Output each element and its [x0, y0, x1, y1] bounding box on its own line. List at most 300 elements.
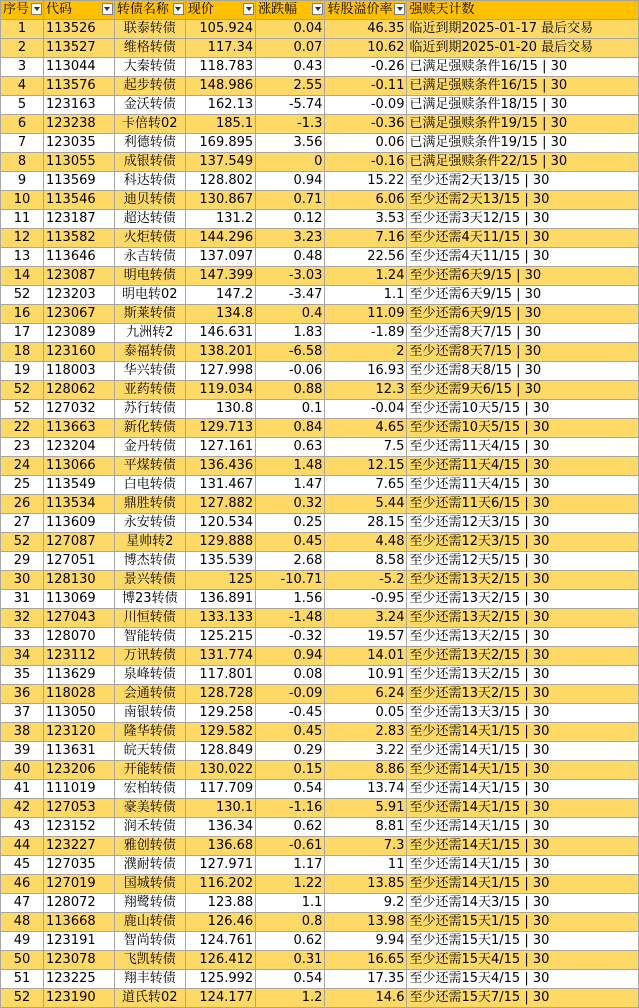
cell-index[interactable]: 37: [1, 704, 44, 723]
cell-index[interactable]: 42: [1, 799, 44, 818]
cell-index[interactable]: 3: [1, 58, 44, 77]
cell-price[interactable]: 130.867: [185, 191, 255, 210]
cell-code[interactable]: 113527: [44, 39, 115, 58]
cell-redemption-count[interactable]: 至少还需14天1/15 | 30: [407, 742, 639, 761]
cell-bond-name[interactable]: 鹿山转债: [114, 913, 185, 932]
cell-redemption-count[interactable]: 至少还需11天4/15 | 30: [407, 476, 639, 495]
cell-change[interactable]: -6.58: [256, 343, 325, 362]
cell-index[interactable]: 29: [1, 552, 44, 571]
cell-change[interactable]: 0.48: [256, 248, 325, 267]
cell-redemption-count[interactable]: 临近到期2025-01-17 最后交易: [407, 20, 639, 39]
cell-premium[interactable]: 5.91: [325, 799, 407, 818]
cell-redemption-count[interactable]: 至少还需11天4/15 | 30: [407, 457, 639, 476]
cell-redemption-count[interactable]: 至少还需14天1/15 | 30: [407, 761, 639, 780]
cell-code[interactable]: 118003: [44, 362, 115, 381]
cell-code[interactable]: 113069: [44, 590, 115, 609]
cell-price[interactable]: 116.202: [185, 875, 255, 894]
cell-change[interactable]: 0.32: [256, 495, 325, 514]
cell-redemption-count[interactable]: 至少还需13天2/15 | 30: [407, 609, 639, 628]
cell-price[interactable]: 134.8: [185, 305, 255, 324]
cell-change[interactable]: 1.22: [256, 875, 325, 894]
cell-bond-name[interactable]: 联泰转债: [114, 20, 185, 39]
cell-code[interactable]: 113534: [44, 495, 115, 514]
cell-price[interactable]: 147.2: [185, 286, 255, 305]
cell-premium[interactable]: 3.53: [325, 210, 407, 229]
cell-change[interactable]: 1.47: [256, 476, 325, 495]
cell-premium[interactable]: 12.3: [325, 381, 407, 400]
cell-bond-name[interactable]: 飞凯转债: [114, 951, 185, 970]
cell-premium[interactable]: 13.98: [325, 913, 407, 932]
cell-change[interactable]: 0.94: [256, 172, 325, 191]
cell-price[interactable]: 127.161: [185, 438, 255, 457]
cell-change[interactable]: 1.56: [256, 590, 325, 609]
cell-premium[interactable]: 9.2: [325, 894, 407, 913]
cell-redemption-count[interactable]: 至少还需2天13/15 | 30: [407, 191, 639, 210]
cell-code[interactable]: 127019: [44, 875, 115, 894]
cell-redemption-count[interactable]: 至少还需14天1/15 | 30: [407, 875, 639, 894]
cell-change[interactable]: 0.08: [256, 666, 325, 685]
cell-price[interactable]: 135.539: [185, 552, 255, 571]
cell-index[interactable]: 18: [1, 343, 44, 362]
cell-redemption-count[interactable]: 已满足强赎条件19/15 | 30: [407, 134, 639, 153]
cell-code[interactable]: 123067: [44, 305, 115, 324]
cell-change[interactable]: 0.84: [256, 419, 325, 438]
filter-dropdown-icon[interactable]: [243, 3, 254, 15]
cell-bond-name[interactable]: 亚药转债: [114, 381, 185, 400]
cell-price[interactable]: 125.992: [185, 970, 255, 989]
cell-price[interactable]: 131.774: [185, 647, 255, 666]
cell-bond-name[interactable]: 星帅转2: [114, 533, 185, 552]
cell-redemption-count[interactable]: 至少还需14天1/15 | 30: [407, 780, 639, 799]
cell-change[interactable]: 0.15: [256, 761, 325, 780]
cell-change[interactable]: -5.74: [256, 96, 325, 115]
cell-redemption-count[interactable]: 至少还需13天2/15 | 30: [407, 628, 639, 647]
cell-redemption-count[interactable]: 至少还需10天5/15 | 30: [407, 419, 639, 438]
cell-redemption-count[interactable]: 临近到期2025-01-20 最后交易: [407, 39, 639, 58]
cell-index[interactable]: 12: [1, 229, 44, 248]
cell-bond-name[interactable]: 皖天转债: [114, 742, 185, 761]
cell-change[interactable]: -1.3: [256, 115, 325, 134]
cell-price[interactable]: 129.713: [185, 419, 255, 438]
cell-price[interactable]: 146.631: [185, 324, 255, 343]
cell-code[interactable]: 123078: [44, 951, 115, 970]
cell-index[interactable]: 27: [1, 514, 44, 533]
cell-redemption-count[interactable]: 至少还需12天3/15 | 30: [407, 514, 639, 533]
cell-bond-name[interactable]: 永吉转债: [114, 248, 185, 267]
cell-bond-name[interactable]: 科达转债: [114, 172, 185, 191]
cell-price[interactable]: 130.1: [185, 799, 255, 818]
cell-premium[interactable]: -1.89: [325, 324, 407, 343]
cell-price[interactable]: 148.986: [185, 77, 255, 96]
cell-code[interactable]: 113569: [44, 172, 115, 191]
cell-change[interactable]: 1.2: [256, 989, 325, 1008]
cell-index[interactable]: 10: [1, 191, 44, 210]
cell-premium[interactable]: -0.36: [325, 115, 407, 134]
cell-code[interactable]: 123112: [44, 647, 115, 666]
cell-price[interactable]: 127.971: [185, 856, 255, 875]
cell-premium[interactable]: 7.65: [325, 476, 407, 495]
cell-bond-name[interactable]: 九洲转2: [114, 324, 185, 343]
cell-change[interactable]: 0.62: [256, 818, 325, 837]
cell-redemption-count[interactable]: 至少还需14天1/15 | 30: [407, 837, 639, 856]
cell-code[interactable]: 123163: [44, 96, 115, 115]
cell-change[interactable]: 0.4: [256, 305, 325, 324]
cell-change[interactable]: 1.83: [256, 324, 325, 343]
cell-code[interactable]: 123203: [44, 286, 115, 305]
cell-index[interactable]: 43: [1, 818, 44, 837]
cell-bond-name[interactable]: 万讯转债: [114, 647, 185, 666]
cell-redemption-count[interactable]: 至少还需13天2/15 | 30: [407, 647, 639, 666]
cell-change[interactable]: -3.03: [256, 267, 325, 286]
cell-index[interactable]: 35: [1, 666, 44, 685]
cell-index[interactable]: 52: [1, 286, 44, 305]
cell-code[interactable]: 127035: [44, 856, 115, 875]
cell-premium[interactable]: 4.48: [325, 533, 407, 552]
cell-price[interactable]: 136.34: [185, 818, 255, 837]
cell-price[interactable]: 162.13: [185, 96, 255, 115]
cell-redemption-count[interactable]: 已满足强赎条件16/15 | 30: [407, 58, 639, 77]
cell-premium[interactable]: 7.16: [325, 229, 407, 248]
cell-redemption-count[interactable]: 至少还需8天7/15 | 30: [407, 343, 639, 362]
cell-change[interactable]: 0: [256, 153, 325, 172]
cell-redemption-count[interactable]: 至少还需14天3/15 | 30: [407, 894, 639, 913]
cell-premium[interactable]: -0.16: [325, 153, 407, 172]
cell-premium[interactable]: 8.58: [325, 552, 407, 571]
cell-premium[interactable]: 13.74: [325, 780, 407, 799]
cell-price[interactable]: 123.88: [185, 894, 255, 913]
cell-bond-name[interactable]: 明电转债: [114, 267, 185, 286]
cell-price[interactable]: 136.436: [185, 457, 255, 476]
cell-code[interactable]: 118028: [44, 685, 115, 704]
cell-code[interactable]: 128070: [44, 628, 115, 647]
cell-index[interactable]: 2: [1, 39, 44, 58]
cell-price[interactable]: 126.412: [185, 951, 255, 970]
cell-bond-name[interactable]: 博23转债: [114, 590, 185, 609]
cell-redemption-count[interactable]: 至少还需15天4/15 | 30: [407, 951, 639, 970]
cell-price[interactable]: 124.761: [185, 932, 255, 951]
cell-code[interactable]: 127043: [44, 609, 115, 628]
cell-redemption-count[interactable]: 至少还需13天2/15 | 30: [407, 590, 639, 609]
cell-price[interactable]: 127.882: [185, 495, 255, 514]
cell-change[interactable]: 0.25: [256, 514, 325, 533]
cell-bond-name[interactable]: 金沃转债: [114, 96, 185, 115]
cell-change[interactable]: -3.47: [256, 286, 325, 305]
cell-premium[interactable]: -0.95: [325, 590, 407, 609]
cell-index[interactable]: 52: [1, 381, 44, 400]
cell-bond-name[interactable]: 维格转债: [114, 39, 185, 58]
cell-premium[interactable]: 3.22: [325, 742, 407, 761]
cell-price[interactable]: 120.534: [185, 514, 255, 533]
cell-redemption-count[interactable]: 至少还需6天9/15 | 30: [407, 305, 639, 324]
cell-change[interactable]: 3.23: [256, 229, 325, 248]
filter-dropdown-icon[interactable]: [31, 3, 42, 15]
cell-premium[interactable]: 22.56: [325, 248, 407, 267]
cell-code[interactable]: 113044: [44, 58, 115, 77]
cell-code[interactable]: 123160: [44, 343, 115, 362]
cell-price[interactable]: 133.133: [185, 609, 255, 628]
cell-redemption-count[interactable]: 至少还需6天9/15 | 30: [407, 267, 639, 286]
cell-price[interactable]: 117.34: [185, 39, 255, 58]
cell-redemption-count[interactable]: 至少还需4天11/15 | 30: [407, 229, 639, 248]
cell-price[interactable]: 130.8: [185, 400, 255, 419]
cell-premium[interactable]: 28.15: [325, 514, 407, 533]
cell-price[interactable]: 185.1: [185, 115, 255, 134]
cell-change[interactable]: -0.32: [256, 628, 325, 647]
cell-code[interactable]: 123238: [44, 115, 115, 134]
cell-bond-name[interactable]: 火炬转债: [114, 229, 185, 248]
cell-index[interactable]: 6: [1, 115, 44, 134]
cell-change[interactable]: 0.45: [256, 723, 325, 742]
cell-premium[interactable]: 8.86: [325, 761, 407, 780]
cell-redemption-count[interactable]: 至少还需13天3/15 | 30: [407, 704, 639, 723]
cell-price[interactable]: 125.215: [185, 628, 255, 647]
cell-price[interactable]: 126.46: [185, 913, 255, 932]
cell-premium[interactable]: 6.24: [325, 685, 407, 704]
cell-redemption-count[interactable]: 至少还需14天1/15 | 30: [407, 856, 639, 875]
cell-change[interactable]: 0.12: [256, 210, 325, 229]
cell-redemption-count[interactable]: 至少还需15天1/15 | 30: [407, 932, 639, 951]
cell-price[interactable]: 136.891: [185, 590, 255, 609]
filter-dropdown-icon[interactable]: [102, 3, 113, 15]
cell-redemption-count[interactable]: 至少还需6天9/15 | 30: [407, 286, 639, 305]
cell-redemption-count[interactable]: 至少还需12天3/15 | 30: [407, 533, 639, 552]
cell-index[interactable]: 24: [1, 457, 44, 476]
cell-redemption-count[interactable]: 至少还需12天5/15 | 30: [407, 552, 639, 571]
cell-code[interactable]: 127051: [44, 552, 115, 571]
cell-code[interactable]: 123187: [44, 210, 115, 229]
cell-bond-name[interactable]: 华兴转债: [114, 362, 185, 381]
cell-index[interactable]: 48: [1, 913, 44, 932]
cell-bond-name[interactable]: 卡倍转02: [114, 115, 185, 134]
cell-bond-name[interactable]: 大秦转债: [114, 58, 185, 77]
cell-change[interactable]: 0.31: [256, 951, 325, 970]
cell-change[interactable]: -10.71: [256, 571, 325, 590]
cell-price[interactable]: 105.924: [185, 20, 255, 39]
cell-bond-name[interactable]: 智尚转债: [114, 932, 185, 951]
cell-premium[interactable]: 6.06: [325, 191, 407, 210]
cell-redemption-count[interactable]: 至少还需2天13/15 | 30: [407, 172, 639, 191]
filter-dropdown-icon[interactable]: [394, 3, 405, 15]
cell-premium[interactable]: 14.01: [325, 647, 407, 666]
cell-redemption-count[interactable]: 至少还需8天8/15 | 30: [407, 362, 639, 381]
cell-code[interactable]: 113663: [44, 419, 115, 438]
cell-bond-name[interactable]: 鼎胜转债: [114, 495, 185, 514]
cell-index[interactable]: 23: [1, 438, 44, 457]
cell-redemption-count[interactable]: 至少还需9天6/15 | 30: [407, 381, 639, 400]
cell-code[interactable]: 113609: [44, 514, 115, 533]
cell-premium[interactable]: 2.83: [325, 723, 407, 742]
cell-redemption-count[interactable]: 至少还需10天5/15 | 30: [407, 400, 639, 419]
cell-premium[interactable]: 17.35: [325, 970, 407, 989]
cell-premium[interactable]: 1.24: [325, 267, 407, 286]
cell-bond-name[interactable]: 国城转债: [114, 875, 185, 894]
cell-code[interactable]: 123087: [44, 267, 115, 286]
cell-bond-name[interactable]: 雅创转债: [114, 837, 185, 856]
cell-change[interactable]: 1.17: [256, 856, 325, 875]
cell-change[interactable]: 0.07: [256, 39, 325, 58]
cell-bond-name[interactable]: 泉峰转债: [114, 666, 185, 685]
cell-index[interactable]: 19: [1, 362, 44, 381]
cell-price[interactable]: 131.2: [185, 210, 255, 229]
cell-premium[interactable]: 19.57: [325, 628, 407, 647]
cell-change[interactable]: -1.48: [256, 609, 325, 628]
cell-redemption-count[interactable]: 至少还需4天11/15 | 30: [407, 248, 639, 267]
cell-code[interactable]: 127087: [44, 533, 115, 552]
cell-code[interactable]: 113646: [44, 248, 115, 267]
cell-code[interactable]: 111019: [44, 780, 115, 799]
cell-code[interactable]: 128062: [44, 381, 115, 400]
cell-price[interactable]: 128.728: [185, 685, 255, 704]
cell-code[interactable]: 113668: [44, 913, 115, 932]
cell-change[interactable]: 0.94: [256, 647, 325, 666]
cell-code[interactable]: 123227: [44, 837, 115, 856]
cell-redemption-count[interactable]: 至少还需8天7/15 | 30: [407, 324, 639, 343]
cell-code[interactable]: 113526: [44, 20, 115, 39]
cell-bond-name[interactable]: 利德转债: [114, 134, 185, 153]
cell-index[interactable]: 16: [1, 305, 44, 324]
cell-bond-name[interactable]: 斯莱转债: [114, 305, 185, 324]
cell-change[interactable]: 1.1: [256, 894, 325, 913]
cell-bond-name[interactable]: 豪美转债: [114, 799, 185, 818]
cell-bond-name[interactable]: 永安转债: [114, 514, 185, 533]
cell-code[interactable]: 128072: [44, 894, 115, 913]
cell-redemption-count[interactable]: 至少还需13天2/15 | 30: [407, 666, 639, 685]
cell-bond-name[interactable]: 迪贝转债: [114, 191, 185, 210]
cell-premium[interactable]: 4.65: [325, 419, 407, 438]
cell-change[interactable]: 2.68: [256, 552, 325, 571]
cell-change[interactable]: -1.16: [256, 799, 325, 818]
cell-change[interactable]: 0.88: [256, 381, 325, 400]
cell-redemption-count[interactable]: 至少还需14天1/15 | 30: [407, 723, 639, 742]
cell-redemption-count[interactable]: 至少还需3天12/15 | 30: [407, 210, 639, 229]
cell-code[interactable]: 123206: [44, 761, 115, 780]
cell-price[interactable]: 138.201: [185, 343, 255, 362]
cell-premium[interactable]: 15.22: [325, 172, 407, 191]
cell-index[interactable]: 11: [1, 210, 44, 229]
cell-redemption-count[interactable]: 至少还需11天6/15 | 30: [407, 495, 639, 514]
cell-redemption-count[interactable]: 已满足强赎条件16/15 | 30: [407, 77, 639, 96]
cell-bond-name[interactable]: 翔丰转债: [114, 970, 185, 989]
cell-bond-name[interactable]: 翔鹭转债: [114, 894, 185, 913]
cell-redemption-count[interactable]: 已满足强赎条件18/15 | 30: [407, 96, 639, 115]
cell-premium[interactable]: -0.04: [325, 400, 407, 419]
cell-index[interactable]: 7: [1, 134, 44, 153]
cell-price[interactable]: 136.68: [185, 837, 255, 856]
cell-code[interactable]: 113576: [44, 77, 115, 96]
cell-bond-name[interactable]: 超达转债: [114, 210, 185, 229]
cell-code[interactable]: 127032: [44, 400, 115, 419]
cell-bond-name[interactable]: 平煤转债: [114, 457, 185, 476]
cell-change[interactable]: 0.8: [256, 913, 325, 932]
cell-premium[interactable]: -0.26: [325, 58, 407, 77]
cell-price[interactable]: 118.783: [185, 58, 255, 77]
cell-code[interactable]: 113549: [44, 476, 115, 495]
cell-index[interactable]: 33: [1, 628, 44, 647]
cell-price[interactable]: 128.849: [185, 742, 255, 761]
cell-change[interactable]: 0.63: [256, 438, 325, 457]
cell-code[interactable]: 123191: [44, 932, 115, 951]
cell-bond-name[interactable]: 川恒转债: [114, 609, 185, 628]
cell-price[interactable]: 117.801: [185, 666, 255, 685]
cell-bond-name[interactable]: 隆华转债: [114, 723, 185, 742]
cell-price[interactable]: 128.802: [185, 172, 255, 191]
cell-code[interactable]: 123225: [44, 970, 115, 989]
cell-premium[interactable]: 9.94: [325, 932, 407, 951]
cell-index[interactable]: 14: [1, 267, 44, 286]
cell-premium[interactable]: 8.81: [325, 818, 407, 837]
cell-index[interactable]: 46: [1, 875, 44, 894]
cell-bond-name[interactable]: 苏行转债: [114, 400, 185, 419]
cell-redemption-count[interactable]: 已满足强赎条件19/15 | 30: [407, 115, 639, 134]
cell-code[interactable]: 123120: [44, 723, 115, 742]
cell-change[interactable]: 3.56: [256, 134, 325, 153]
cell-change[interactable]: 0.29: [256, 742, 325, 761]
cell-price[interactable]: 137.549: [185, 153, 255, 172]
cell-price[interactable]: 144.296: [185, 229, 255, 248]
cell-index[interactable]: 34: [1, 647, 44, 666]
cell-bond-name[interactable]: 南银转债: [114, 704, 185, 723]
cell-premium[interactable]: 7.3: [325, 837, 407, 856]
cell-index[interactable]: 8: [1, 153, 44, 172]
cell-index[interactable]: 44: [1, 837, 44, 856]
cell-price[interactable]: 169.895: [185, 134, 255, 153]
cell-bond-name[interactable]: 白电转债: [114, 476, 185, 495]
cell-premium[interactable]: 46.35: [325, 20, 407, 39]
cell-price[interactable]: 119.034: [185, 381, 255, 400]
cell-bond-name[interactable]: 明电转02: [114, 286, 185, 305]
cell-price[interactable]: 129.258: [185, 704, 255, 723]
cell-change[interactable]: 2.55: [256, 77, 325, 96]
cell-index[interactable]: 31: [1, 590, 44, 609]
cell-bond-name[interactable]: 起步转债: [114, 77, 185, 96]
cell-index[interactable]: 32: [1, 609, 44, 628]
cell-index[interactable]: 38: [1, 723, 44, 742]
cell-premium[interactable]: 2: [325, 343, 407, 362]
cell-price[interactable]: 147.399: [185, 267, 255, 286]
cell-price[interactable]: 125: [185, 571, 255, 590]
cell-premium[interactable]: 13.85: [325, 875, 407, 894]
cell-change[interactable]: 0.1: [256, 400, 325, 419]
cell-premium[interactable]: 10.91: [325, 666, 407, 685]
cell-index[interactable]: 49: [1, 932, 44, 951]
cell-bond-name[interactable]: 智能转债: [114, 628, 185, 647]
cell-code[interactable]: 123152: [44, 818, 115, 837]
cell-index[interactable]: 51: [1, 970, 44, 989]
cell-code[interactable]: 123035: [44, 134, 115, 153]
cell-index[interactable]: 52: [1, 400, 44, 419]
cell-price[interactable]: 137.097: [185, 248, 255, 267]
filter-dropdown-icon[interactable]: [173, 3, 184, 15]
cell-change[interactable]: -0.06: [256, 362, 325, 381]
cell-index[interactable]: 30: [1, 571, 44, 590]
cell-bond-name[interactable]: 濮耐转债: [114, 856, 185, 875]
cell-bond-name[interactable]: 成银转债: [114, 153, 185, 172]
cell-premium[interactable]: 0.05: [325, 704, 407, 723]
cell-premium[interactable]: -0.11: [325, 77, 407, 96]
cell-change[interactable]: -0.61: [256, 837, 325, 856]
cell-premium[interactable]: 16.93: [325, 362, 407, 381]
cell-price[interactable]: 129.582: [185, 723, 255, 742]
cell-bond-name[interactable]: 金丹转债: [114, 438, 185, 457]
cell-redemption-count[interactable]: 至少还需15天1/15 | 30: [407, 913, 639, 932]
cell-bond-name[interactable]: 开能转债: [114, 761, 185, 780]
cell-premium[interactable]: -5.2: [325, 571, 407, 590]
cell-change[interactable]: 0.62: [256, 932, 325, 951]
cell-redemption-count[interactable]: 至少还需14天1/15 | 30: [407, 818, 639, 837]
cell-index[interactable]: 40: [1, 761, 44, 780]
cell-code[interactable]: 113546: [44, 191, 115, 210]
cell-index[interactable]: 52: [1, 989, 44, 1008]
